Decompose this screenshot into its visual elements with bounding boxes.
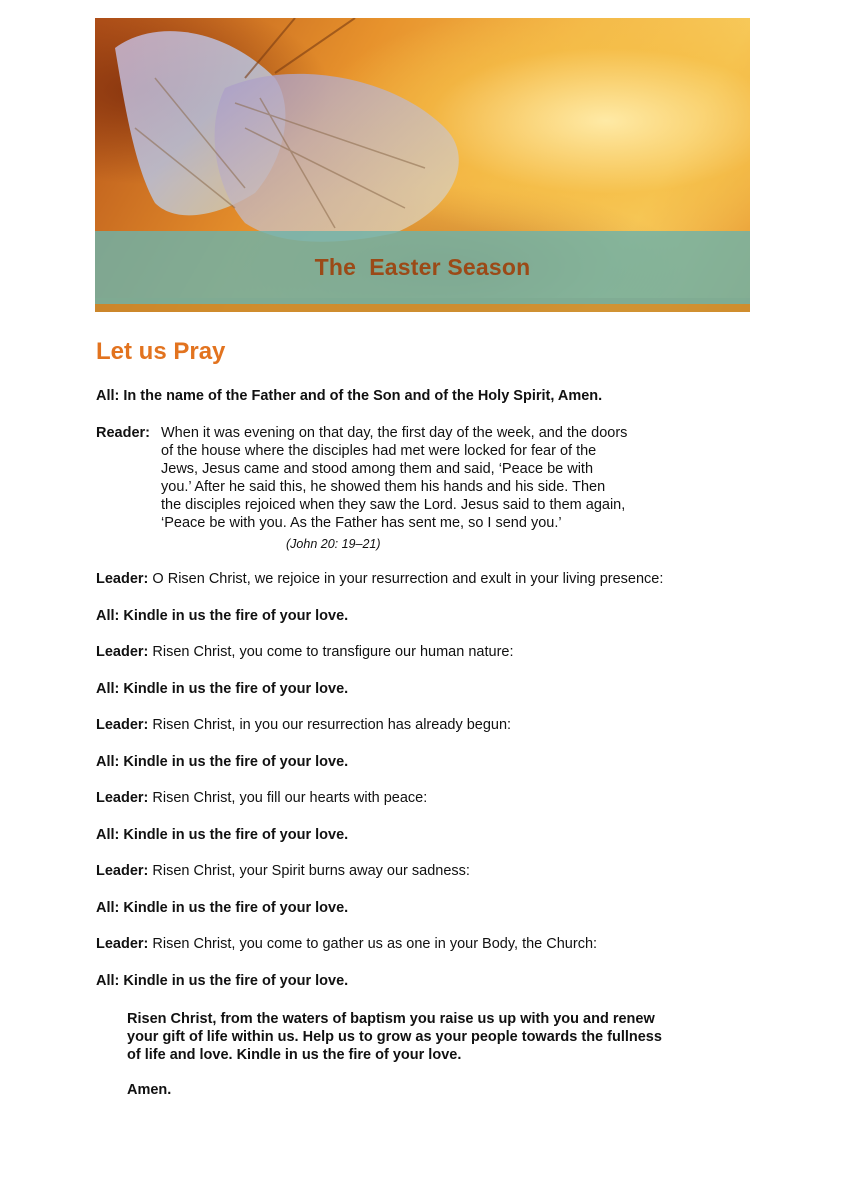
- reading-line: ‘Peace be with you. As the Father has sent me, so I send you.’: [161, 515, 562, 531]
- petition-text: O Risen Christ, we rejoice in your resurrection and exult in your living presence:: [152, 571, 664, 587]
- response-line: All: Kindle in us the fire of your love.: [96, 608, 349, 624]
- leader-petition: [96, 717, 511, 734]
- closing-line: Risen Christ, from the waters of baptism you raise us up with you and renew: [127, 1011, 655, 1027]
- leader-petition: [96, 863, 470, 880]
- petition-text: Risen Christ, in you our resurrection has already begun:: [152, 717, 512, 733]
- leader-label: Leader:: [96, 936, 149, 952]
- closing-prayer: [127, 1010, 747, 1064]
- reading-text: [161, 424, 721, 532]
- response-line: All: Kindle in us the fire of your love.: [96, 900, 349, 916]
- leader-petition: [96, 790, 427, 807]
- reading-line: When it was evening on that day, the first day of the week, and the doors: [161, 425, 628, 441]
- response-line: All: Kindle in us the fire of your love.: [96, 827, 349, 843]
- reading-line: the disciples rejoiced when they saw the Lord. Jesus said to them again,: [161, 497, 626, 513]
- petition-text: Risen Christ, your Spirit burns away our sadness:: [152, 863, 470, 879]
- leader-petition: [96, 936, 597, 953]
- response-line: All: Kindle in us the fire of your love.: [96, 973, 349, 989]
- response-line: All: Kindle in us the fire of your love.: [96, 754, 349, 770]
- petition-text: Risen Christ, you come to gather us as one in your Body, the Church:: [152, 936, 598, 952]
- leader-petition: [96, 571, 663, 588]
- leader-label: Leader:: [96, 863, 149, 879]
- petition-text: Risen Christ, you fill our hearts with peace:: [152, 790, 428, 806]
- response-line: All: Kindle in us the fire of your love.: [96, 681, 349, 697]
- closing-line: of life and love. Kindle in us the fire of your love.: [127, 1047, 462, 1063]
- banner-title: The Easter Season: [314, 254, 531, 280]
- reading-line: Jews, Jesus came and stood among them and said, ‘Peace be with: [161, 461, 594, 477]
- amen: Amen.: [127, 1082, 172, 1098]
- scripture-reference: (John 20: 19–21): [286, 537, 381, 551]
- header-banner: [95, 18, 750, 312]
- leader-petition: [96, 644, 514, 661]
- leader-label: Leader:: [96, 790, 149, 806]
- leader-label: Leader:: [96, 571, 149, 587]
- closing-line: your gift of life within us. Help us to grow as your people towards the fullness: [127, 1029, 662, 1045]
- reading-line: of the house where the disciples had met were locked for fear of the: [161, 443, 597, 459]
- reader-label: Reader:: [96, 425, 150, 441]
- leader-label: Leader:: [96, 644, 149, 660]
- opening-prayer: All: In the name of the Father and of the Son and of the Holy Spirit, Amen.: [96, 388, 603, 404]
- page-heading: Let us Pray: [96, 338, 226, 365]
- leader-label: Leader:: [96, 717, 149, 733]
- petition-text: Risen Christ, you come to transfigure our human nature:: [152, 644, 514, 660]
- reading-line: you.’ After he said this, he showed them his hands and his side. Then: [161, 479, 606, 495]
